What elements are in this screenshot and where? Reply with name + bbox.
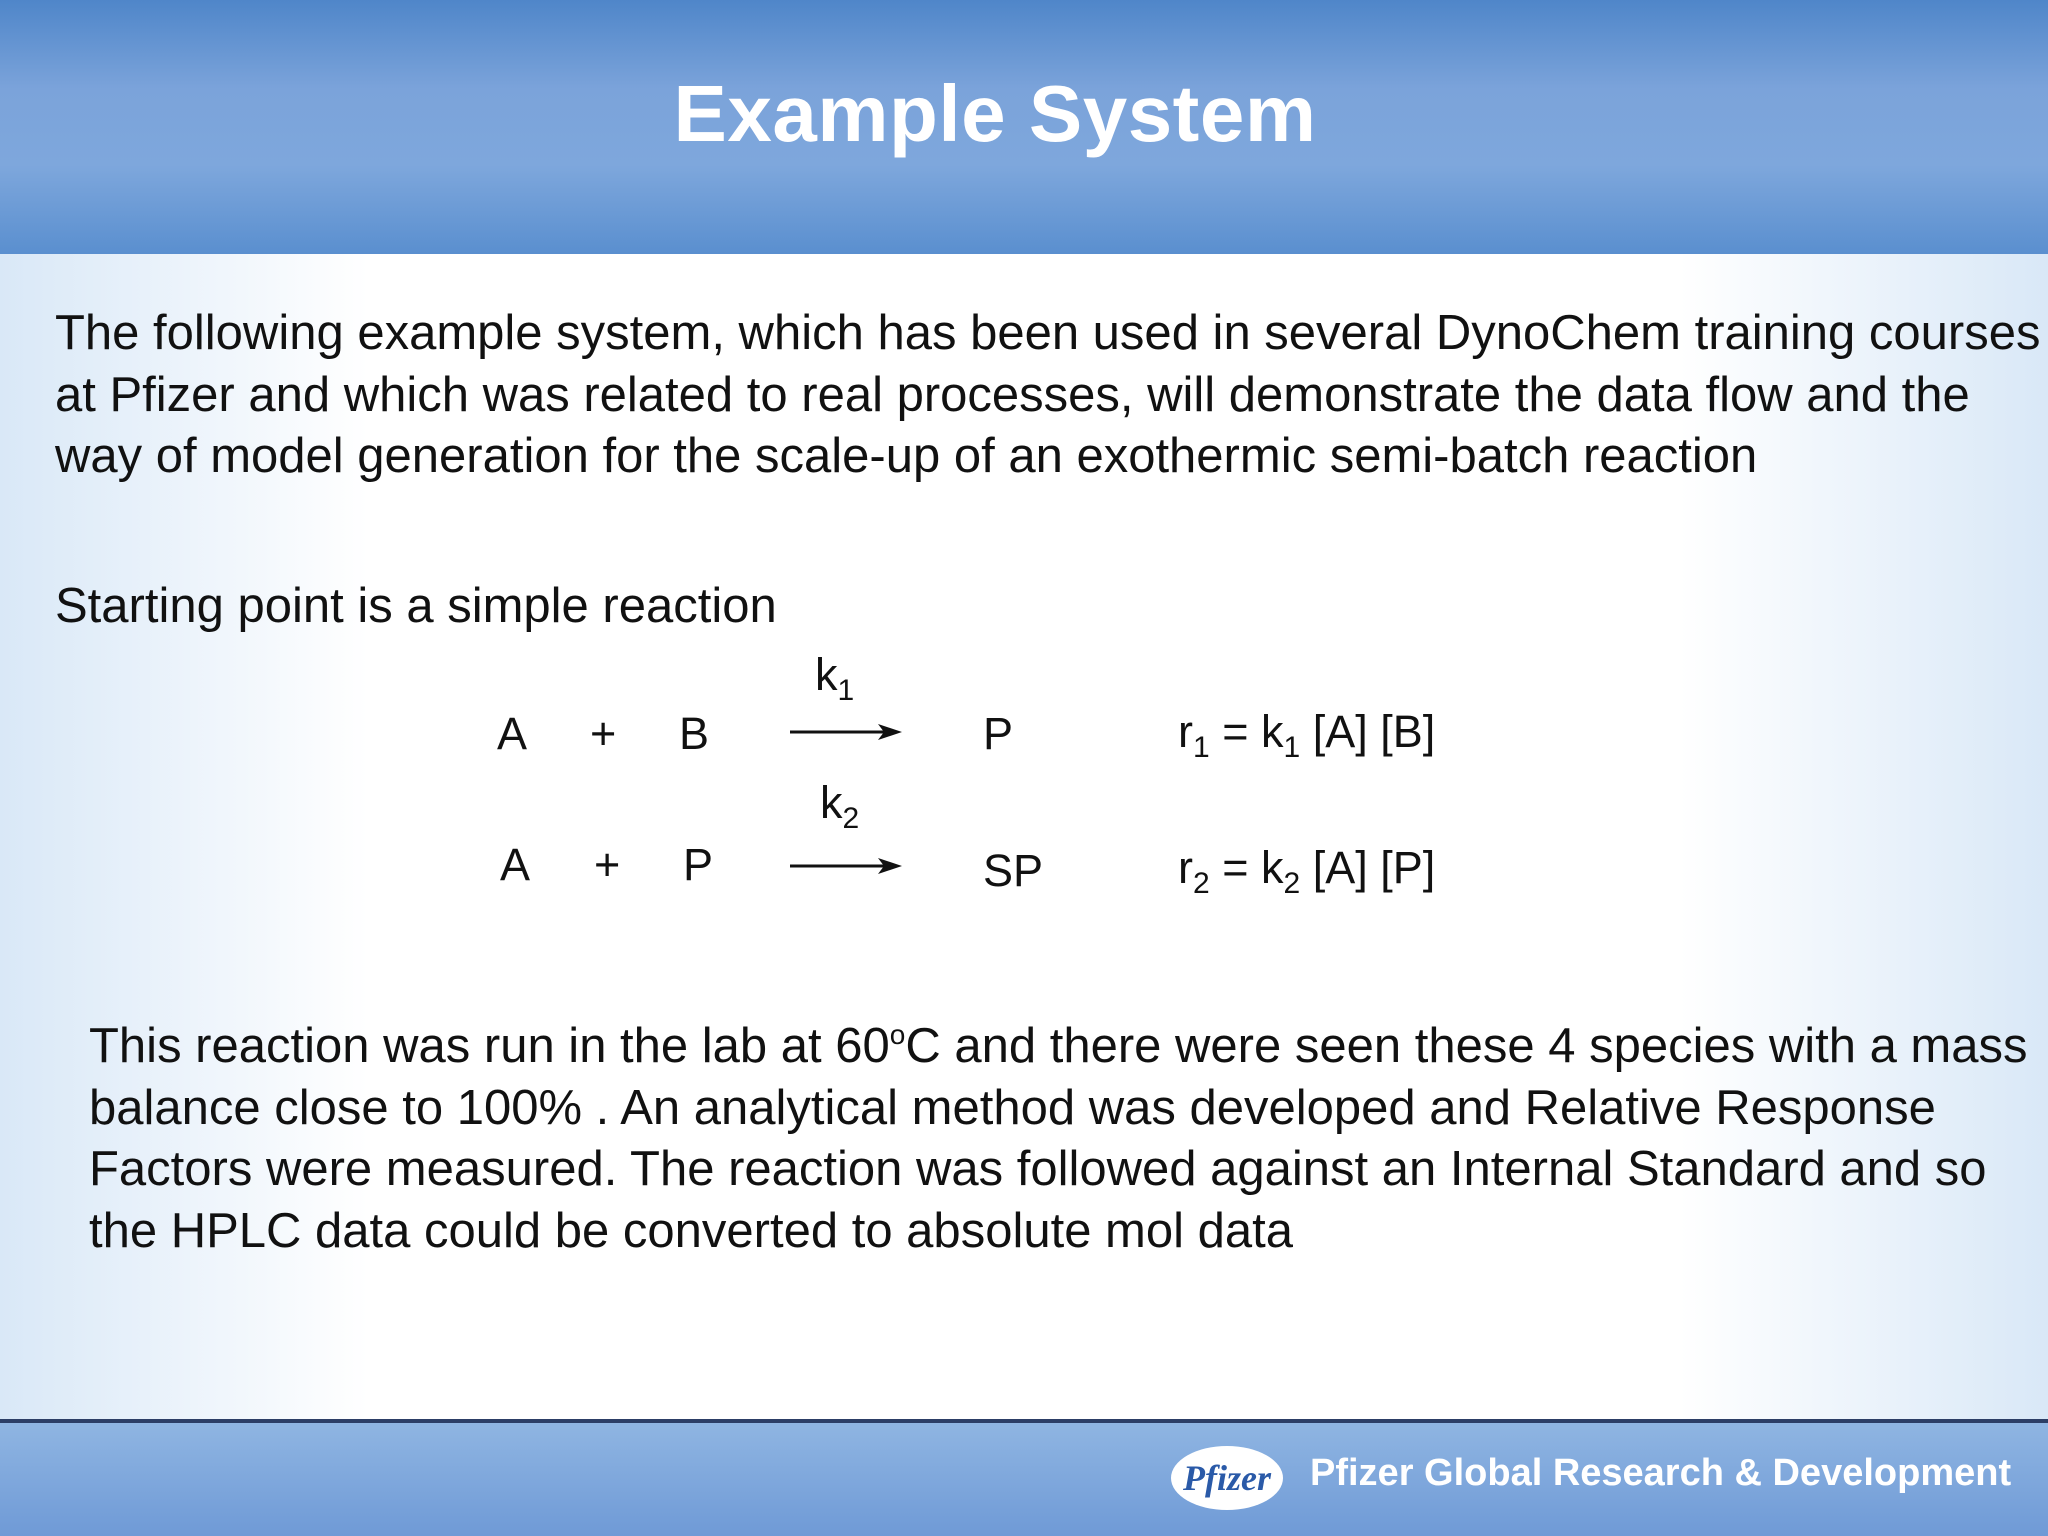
reaction-arrow: [790, 723, 902, 741]
reaction-arrow: [790, 857, 902, 875]
lab-results-paragraph: This reaction was run in the lab at 60$^o$C and there were seen these 4 species with a mass balance close to 100% . An analytical method was developed and Relative Response Factors were measured. The reaction was followed against an Internal Standard and so the HPLC data could be converted to absolute mol data: [89, 1019, 2028, 1258]
svg-text:Pfizer: Pfizer: [1183, 1458, 1271, 1498]
slide-header: [0, 0, 2048, 254]
rate-constant-label: $k_2$: [820, 777, 860, 835]
organization-name: Pfizer Global Research & Development: [1310, 1452, 2012, 1494]
rate-law-1: $r_1 = k_1$ [A] [B]: [1178, 706, 1436, 764]
reactant-b: B: [679, 708, 710, 759]
reactant-a: A: [500, 839, 531, 890]
product-p: P: [983, 708, 1014, 759]
pfizer-logo: [1168, 1443, 1286, 1513]
reactant-a: A: [497, 708, 528, 759]
rate-constant-label: $k_1$: [815, 649, 855, 707]
rate-law-2: $r_2 = k_2$ [A] [P]: [1178, 842, 1436, 900]
reactant-p: P: [683, 839, 714, 890]
starting-point-paragraph: Starting point is a simple reaction: [55, 579, 777, 633]
product-sp: SP: [983, 845, 1044, 896]
plus-sign: +: [594, 839, 621, 890]
slide-title: Example System: [673, 69, 1317, 158]
intro-paragraph: The following example system, which has been used in several DynoChem training courses at Pfizer and which was related to real processes, will demonstrate the data flow and the way of model generation for the scale-up of an exothermic semi-batch reaction: [55, 306, 2041, 483]
plus-sign: +: [590, 708, 617, 759]
